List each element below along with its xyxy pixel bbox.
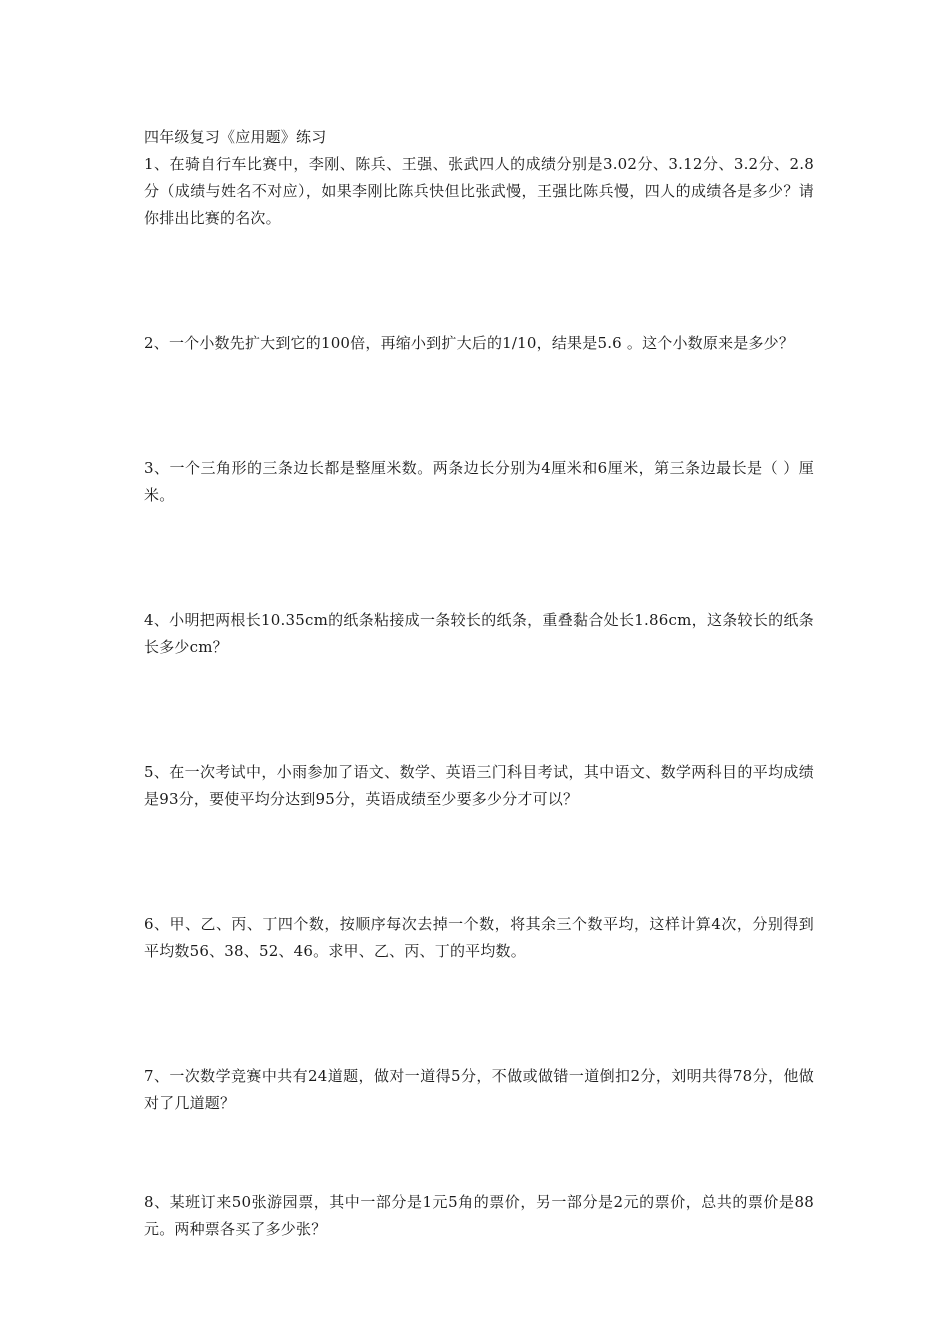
- question-5: 5、在一次考试中，小雨参加了语文、数学、英语三门科目考试，其中语文、数学两科目的平均成绩是93分，要使平均分达到95分，英语成绩至少要多少分才可以？: [144, 763, 814, 808]
- answer-space-7: [144, 1117, 814, 1189]
- answer-space-3: [144, 509, 814, 607]
- document-title: 四年级复习《应用题》练习: [144, 128, 327, 146]
- question-3: 3、一个三角形的三条边长都是整厘米数。两条边长分别为4厘米和6厘米，第三条边最长是（ ）厘米。: [144, 459, 814, 504]
- answer-space-1: [144, 232, 814, 330]
- question-2: 2、一个小数先扩大到它的100倍，再缩小到扩大后的1/10，结果是5.6 。这个小数原来是多少？: [144, 334, 795, 352]
- answer-space-5: [144, 813, 814, 911]
- document-body: [144, 124, 814, 1243]
- question-6: 6、甲、乙、丙、丁四个数，按顺序每次去掉一个数，将其余三个数平均，这样计算4次，分别得到平均数56、38、52、46。求甲、乙、丙、丁的平均数。: [144, 915, 814, 960]
- question-1: 1、在骑自行车比赛中，李刚、陈兵、王强、张武四人的成绩分别是3.02分、3.12分、3.2分、2.8分（成绩与姓名不对应），如果李刚比陈兵快但比张武慢，王强比陈兵慢，四人的成绩各是多少？请你排出比赛的名次。: [144, 155, 814, 227]
- question-8: 8、某班订来50张游园票，其中一部分是1元5角的票价，另一部分是2元的票价，总共的票价是88元。两种票各买了多少张？: [144, 1193, 814, 1238]
- question-4: 4、小明把两根长10.35cm的纸条粘接成一条较长的纸条，重叠黏合处长1.86cm，这条较长的纸条长多少cm？: [144, 611, 814, 656]
- answer-space-4: [144, 661, 814, 759]
- answer-space-2: [144, 357, 814, 455]
- question-7: 7、一次数学竞赛中共有24道题，做对一道得5分，不做或做错一道倒扣2分，刘明共得78分，他做对了几道题？: [144, 1067, 814, 1112]
- answer-space-6: [144, 965, 814, 1063]
